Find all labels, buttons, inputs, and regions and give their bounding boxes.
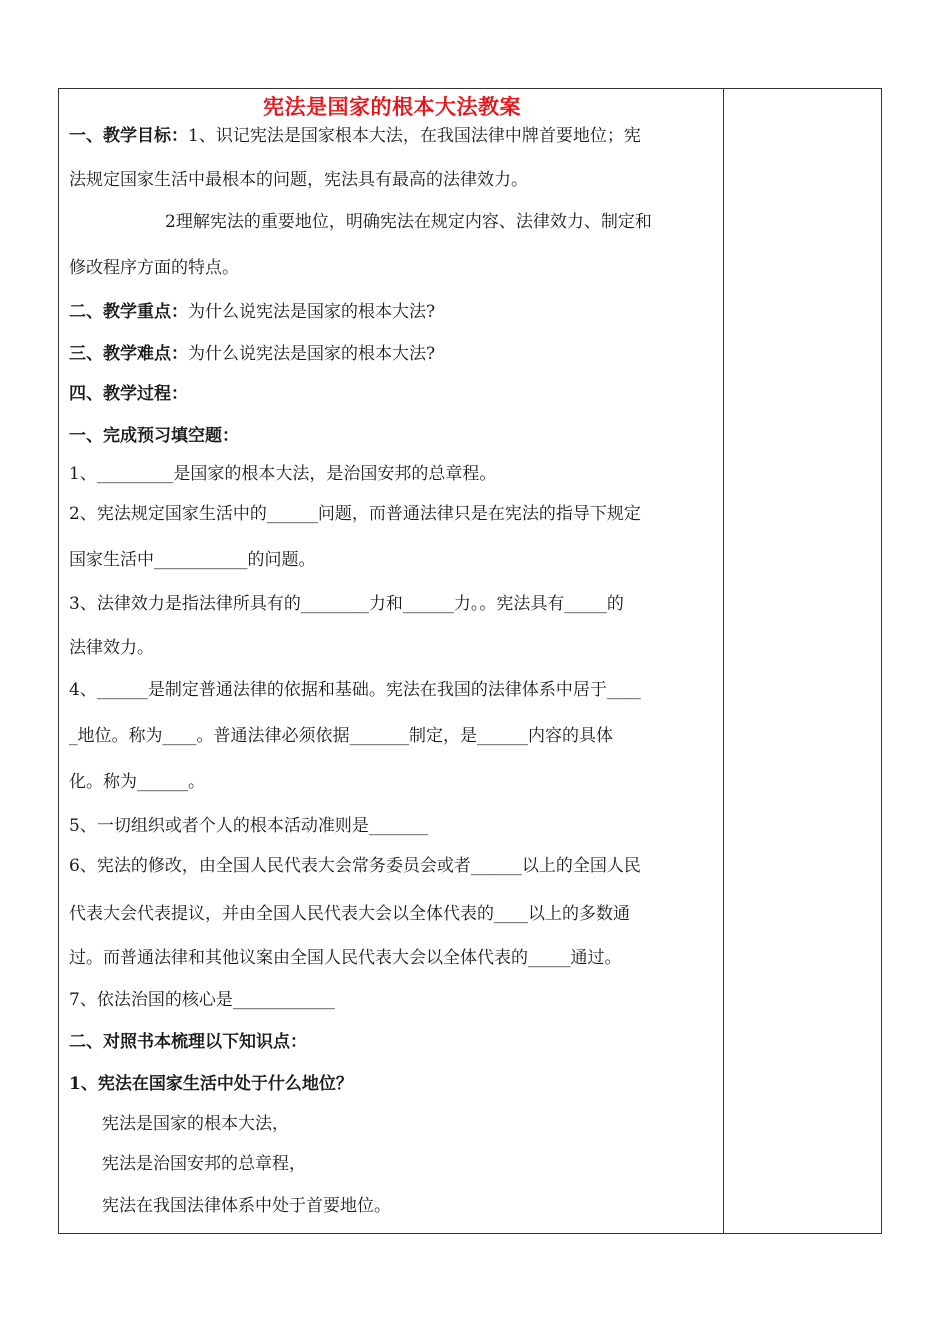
text-line: 宪法在我国法律体系中处于首要地位。 xyxy=(102,1196,391,1216)
column-divider xyxy=(723,89,724,1233)
text-line: 法规定国家生活中最根本的问题，宪法具有最高的法律效力。 xyxy=(69,170,528,190)
page-title: 宪法是国家的根本大法教案 xyxy=(263,94,521,119)
text-line: 二、教学重点：为什么说宪法是国家的根本大法? xyxy=(69,302,436,322)
text-line: 四、教学过程： xyxy=(69,384,188,404)
text-line: 宪法是治国安邦的总章程， xyxy=(102,1154,306,1174)
text-line: 1、宪法在国家生活中处于什么地位？ xyxy=(69,1074,353,1094)
text-line: 2理解宪法的重要地位，明确宪法在规定内容、法律效力、制定和 xyxy=(165,212,652,232)
lesson-plan-table xyxy=(58,88,882,1234)
text-line: 代表大会代表提议，并由全国人民代表大会以全体代表的____以上的多数通 xyxy=(69,904,630,924)
text-line: 宪法是国家的根本大法， xyxy=(102,1114,289,1134)
text-line: 过。而普通法律和其他议案由全国人民代表大会以全体代表的_____通过。 xyxy=(69,948,622,968)
text-line: 1、_________是国家的根本大法，是治国安邦的总章程。 xyxy=(69,464,497,484)
text-line: 4、______是制定普通法律的依据和基础。宪法在我国的法律体系中居于____ xyxy=(69,680,641,700)
text-line: 一、完成预习填空题： xyxy=(69,426,239,446)
text-line: 6、宪法的修改，由全国人民代表大会常务委员会或者______以上的全国人民 xyxy=(69,856,641,876)
text-line: 二、对照书本梳理以下知识点： xyxy=(69,1032,307,1052)
text-line: 7、依法治国的核心是____________ xyxy=(69,990,335,1010)
text-line: 2、宪法规定国家生活中的______问题，而普通法律只是在宪法的指导下规定 xyxy=(69,504,641,524)
text-line: _地位。称为____。普通法律必须依据_______制定，是______内容的具体 xyxy=(69,726,613,746)
text-line: 化。称为______。 xyxy=(69,772,205,792)
text-line: 三、教学难点：为什么说宪法是国家的根本大法? xyxy=(69,344,436,364)
text-line: 一、教学目标：1、识记宪法是国家根本大法，在我国法律中牌首要地位；宪 xyxy=(69,126,641,146)
text-line: 修改程序方面的特点。 xyxy=(69,258,239,278)
text-line: 5、一切组织或者个人的根本活动准则是_______ xyxy=(69,816,429,836)
text-line: 3、法律效力是指法律所具有的________力和______力。。宪法具有_____的 xyxy=(69,594,624,614)
text-line: 国家生活中___________的问题。 xyxy=(69,550,316,570)
text-line: 法律效力。 xyxy=(69,638,154,658)
